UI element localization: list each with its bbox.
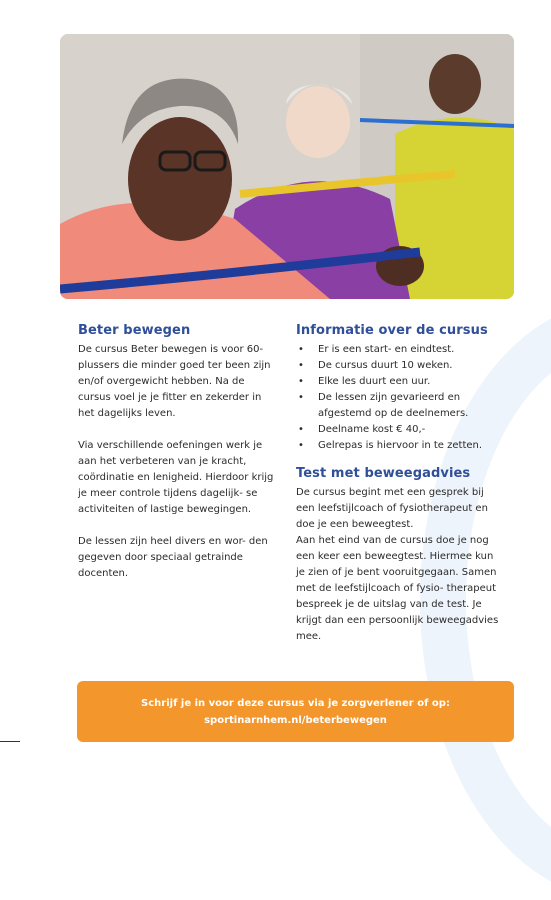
page-edge-rule: [0, 741, 20, 742]
left-column: [78, 323, 278, 582]
cta-url-link[interactable]: sportinarnhem.nl/beterbewegen: [204, 714, 387, 726]
cta-text-line: Schrijf je in voor deze cursus via je zorgverlener of op:: [141, 697, 450, 709]
section-heading-course-info: Informatie over de cursus: [296, 323, 488, 338]
right-column: [296, 323, 501, 645]
list-item: • De cursus duurt 10 weken.: [296, 358, 501, 374]
list-item: • Deelname kost € 40,-: [296, 422, 501, 438]
teachers-paragraph: De lessen zijn heel divers en wor- den gegeven door speciaal getrainde docenten.: [78, 536, 268, 579]
test-paragraph-intro: De cursus begint met een gesprek bij een leefstijlcoach of fysiotherapeut en doe je een beweegtest.: [296, 487, 488, 530]
section-heading-beter-bewegen: Beter bewegen: [78, 323, 191, 338]
list-item: • Er is een start- en eindtest.: [296, 342, 501, 358]
hero-photo-seniors-exercising: [60, 34, 514, 299]
list-item: • De lessen zijn gevarieerd en afgestemd op de deelnemers.: [296, 390, 501, 422]
test-paragraph-end: Aan het eind van de cursus doe je nog een keer een beweegtest. Hiermee kun je zien of je bent vooruitgegaan. Samen met de leefstijlcoach of fysio- therapeut bespreek je de uitslag van de test. Je krijgt dan een persoonlijk beweegadvies mee.: [296, 535, 499, 642]
list-item: • Elke les duurt een uur.: [296, 374, 501, 390]
intro-paragraph: De cursus Beter bewegen is voor 60-plussers die minder goed ter been zijn en/of overgewicht hebben. Na de cursus voel je je fitter en zekerder in het dagelijks leven.: [78, 344, 271, 419]
section-heading-test: Test met beweegadvies: [296, 466, 471, 481]
exercise-paragraph: Via verschillende oefeningen werk je aan het verbeteren van je kracht, coördinatie en lenigheid. Hierdoor krijg je meer controle tijdens dagelijk- se activiteiten of lastige bewegingen.: [78, 440, 274, 515]
photo-illustration: [60, 34, 514, 299]
course-info-list: [296, 342, 501, 454]
list-item: • Gelrepas is hiervoor in te zetten.: [296, 438, 501, 454]
signup-call-to-action-banner[interactable]: [77, 681, 514, 742]
